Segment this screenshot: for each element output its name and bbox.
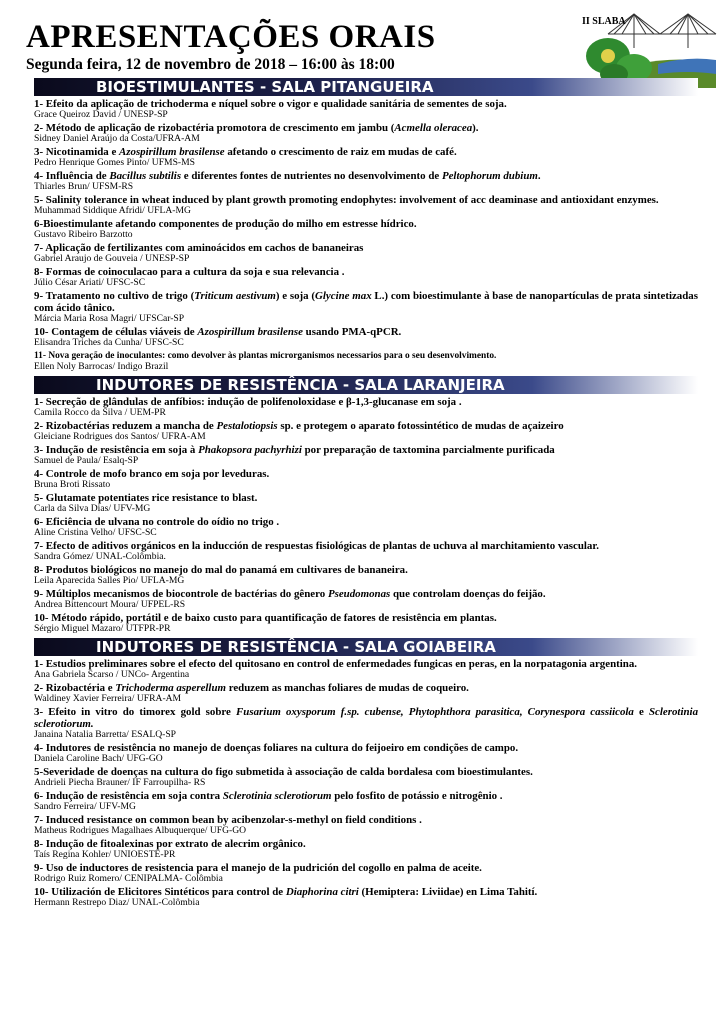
page-title: APRESENTAÇÕES ORAIS <box>26 19 436 55</box>
title-text: (Hemiptera: Liviidae) en Lima Tahití. <box>358 885 538 898</box>
presenter-name: Leila Aparecida Salles Pio/ UFLA-MG <box>34 574 185 586</box>
presentation-item <box>34 420 698 443</box>
species-name: Diaphorina citri <box>285 885 359 898</box>
title-text: 4- Controle de mofo branco em soja por leveduras. <box>34 467 270 480</box>
svg-text:II SLABA: II SLABA <box>582 16 626 27</box>
presentation-title <box>34 814 698 826</box>
species-name: Phakopsora pachyrhizi <box>198 443 302 456</box>
presentation-title <box>34 146 698 158</box>
presentation-item <box>34 396 698 419</box>
page-header <box>26 20 546 74</box>
title-text: 9- Uso de inductores de resistencia para el manejo de la pudrición del cogollo en palma de aceite. <box>34 861 482 874</box>
presentation-item <box>34 742 698 765</box>
presenter-name: Daniela Caroline Bach/ UFG-GO <box>34 752 163 764</box>
presentation-item <box>34 350 698 373</box>
presenter-name: Sandro Ferreira/ UFV-MG <box>34 800 136 812</box>
presenter-name: Muhammad Siddique Afridi/ UFLA-MG <box>34 204 191 216</box>
presenter-name: Júlio César Ariati/ UFSC-SC <box>34 276 146 288</box>
presenter-name: Gabriel Araujo de Gouveia / UNESP-SP <box>34 252 190 264</box>
title-text: 7- Efecto de aditivos orgánicos en la inducción de respuestas fisiológicas de plantas de uchuva al marchitamiento vascular. <box>34 539 599 552</box>
title-text: 11- Nova geração de inoculantes: como devolver às plantas microrganismos necessarios para o seu desenvolvimento. <box>34 350 497 361</box>
title-text: 7- Aplicação de fertilizantes com aminoácidos em cachos de bananeiras <box>34 241 364 254</box>
presentation-item <box>34 146 698 169</box>
species-name: Bacillus subtilis <box>109 169 182 182</box>
title-text: pelo fosfito de potássio e nitrogênio . <box>331 789 503 802</box>
title-text: 8- Formas de coinoculacao para a cultura da soja e sua relevancia . <box>34 265 345 278</box>
presentation-item <box>34 242 698 265</box>
title-text: por preparação de taxtomina parcialmente purificada <box>301 443 555 456</box>
title-text: sp. e protegem o aparato fotossintético de mudas de açaizeiro <box>277 419 564 432</box>
title-text: 3- Nicotinamida e <box>34 145 119 158</box>
title-text: 10- Utilización de Elicitores Sintéticos para control de <box>34 885 286 898</box>
presentation-title <box>34 468 698 480</box>
title-text: 5-Severidade de doenças na cultura do figo submetida à associação de calda bordalesa com bioestimulantes. <box>34 765 533 778</box>
presentation-item <box>34 218 698 241</box>
title-text: 3- Indução de resistência em soja à <box>34 443 199 456</box>
title-text: e <box>633 705 649 718</box>
presenter-name: Sérgio Miguel Mazaro/ UTFPR-PR <box>34 622 171 634</box>
presentation-item <box>34 682 698 705</box>
presenter-name: Elisandra Triches da Cunha/ UFSC-SC <box>34 336 184 348</box>
sessions-list <box>34 78 698 912</box>
presentation-title <box>34 706 698 730</box>
presentation-title <box>34 838 698 850</box>
species-name: Acmella oleracea <box>394 121 473 134</box>
species-name: Azospirillum brasilense <box>119 145 225 158</box>
title-text: 10- Contagem de células viáveis de <box>34 325 198 338</box>
species-name: Sclerotinia sclerotiorum <box>222 789 332 802</box>
title-text: 6-Bioestimulante afetando componentes de produção do milho em estresse hídrico. <box>34 217 417 230</box>
presentation-item <box>34 706 698 741</box>
session-3 <box>34 638 698 908</box>
presentation-title <box>34 290 698 314</box>
presentation-title <box>34 862 698 874</box>
presentation-item <box>34 266 698 289</box>
session-heading: BIOESTIMULANTES - SALA PITANGUEIRA <box>34 78 698 96</box>
title-text: 2- Método de aplicação de rizobactéria promotora de crescimento em jambu ( <box>34 121 395 134</box>
presentation-title <box>34 540 698 552</box>
presentation-item <box>34 540 698 563</box>
presentation-item <box>34 492 698 515</box>
session-1 <box>34 78 698 372</box>
species-name: Triticum aestivum <box>194 289 276 302</box>
presentation-title <box>34 420 698 432</box>
title-text: usando PMA-qPCR. <box>302 325 402 338</box>
presenter-name: Rodrigo Ruiz Romero/ CENIPALMA- Colômbia <box>34 872 223 884</box>
presentation-title <box>34 350 698 362</box>
presenter-name: Ellen Noly Barrocas/ Indigo Brazil <box>34 360 169 372</box>
title-text: 2- Rizobactérias reduzem a mancha de <box>34 419 217 432</box>
presentation-item <box>34 290 698 325</box>
presenter-name: Waldiney Xavier Ferreira/ UFRA-AM <box>34 692 182 704</box>
presentation-title <box>34 218 698 230</box>
title-text: 6- Eficiência de ulvana no controle do oídio no trigo . <box>34 515 280 528</box>
presentation-item <box>34 612 698 635</box>
presenter-name: Bruna Broti Rissato <box>34 478 111 490</box>
presentation-title <box>34 242 698 254</box>
title-text: 9- Tratamento no cultivo de trigo ( <box>34 289 195 302</box>
presentation-item <box>34 98 698 121</box>
title-text: 1- Secreção de glândulas de anfíbios: indução de polifenoloxidase e β-1,3-glucanase em soja . <box>34 395 462 408</box>
title-text: 5- Salinity tolerance in wheat induced by plant growth promoting endophytes: involvement of acc deaminase and antioxidant enzymes. <box>34 193 659 206</box>
presentation-item <box>34 194 698 217</box>
title-text: 9- Múltiplos mecanismos de biocontrole de bactérias do gênero <box>34 587 328 600</box>
presentation-title <box>34 266 698 278</box>
species-name: Azospirillum brasilense <box>197 325 303 338</box>
title-text: que controlam doenças do feijão. <box>390 587 546 600</box>
presentation-item <box>34 122 698 145</box>
title-text: ) e soja ( <box>275 289 316 302</box>
presentation-title <box>34 790 698 802</box>
presentation-item <box>34 588 698 611</box>
title-text: reduzem as manchas foliares de mudas de coqueiro. <box>225 681 469 694</box>
presentation-item <box>34 766 698 789</box>
presentation-title <box>34 122 698 134</box>
presenter-name: Samuel de Paula/ Esalq-SP <box>34 454 139 466</box>
presenter-name: Ana Gabriela Scarso / UNCo- Argentina <box>34 668 190 680</box>
title-text: . <box>537 169 541 182</box>
species-name: Trichoderma asperellum <box>115 681 226 694</box>
presenter-name: Sidney Daniel Araújo da Costa/UFRA-AM <box>34 132 200 144</box>
title-text: 4- Influência de <box>34 169 110 182</box>
presenter-name: Grace Queiroz David / UNESP-SP <box>34 108 168 120</box>
presentation-item <box>34 790 698 813</box>
title-text: 8- Indução de fitoalexinas por extrato de alecrim orgânico. <box>34 837 306 850</box>
presentation-title <box>34 396 698 408</box>
presenter-name: Gleiciane Rodrigues dos Santos/ UFRA-AM <box>34 430 206 442</box>
presentation-item <box>34 838 698 861</box>
title-text: e diferentes fontes de nutrientes no desenvolvimento de <box>181 169 442 182</box>
title-text: 2- Rizobactéria e <box>34 681 116 694</box>
presenter-name: Pedro Henrique Gomes Pinto/ UFMS-MS <box>34 156 195 168</box>
presenter-name: Sandra Gómez/ UNAL-Colômbia. <box>34 550 166 562</box>
presentation-title <box>34 658 698 670</box>
session-2 <box>34 376 698 634</box>
presentation-item <box>34 444 698 467</box>
presentation-title <box>34 742 698 754</box>
title-text: 8- Produtos biológicos no manejo do mal do panamá em cultivares de bananeira. <box>34 563 408 576</box>
presentation-title <box>34 194 698 206</box>
species-name: Peltophorum dubium <box>441 169 538 182</box>
title-text: 7- Induced resistance on common bean by acibenzolar-s-methyl on field conditions . <box>34 813 422 826</box>
presentation-title <box>34 564 698 576</box>
presentation-item <box>34 658 698 681</box>
species-name: Glycine max <box>315 289 372 302</box>
presenter-name: Andrea Bittencourt Moura/ UFPEL-RS <box>34 598 186 610</box>
presentation-item <box>34 516 698 539</box>
presenter-name: Andrieli Piecha Brauner/ IF Farroupilha- RS <box>34 776 206 788</box>
presentation-item <box>34 814 698 837</box>
presentation-title <box>34 326 698 338</box>
presentation-item <box>34 886 698 909</box>
title-text: 1- Efeito da aplicação de trichoderma e níquel sobre o vigor e qualidade sanitária de sementes de soja. <box>34 97 507 110</box>
presentation-title <box>34 766 698 778</box>
presentation-item <box>34 862 698 885</box>
species-name: Sclerotinia sclerotiorum. <box>34 705 699 730</box>
page-subtitle: Segunda feira, 12 de novembro de 2018 – 16:00 às 18:00 <box>26 56 395 73</box>
presentation-title <box>34 612 698 624</box>
presentation-title <box>34 170 698 182</box>
presenter-name: Thiarles Brun/ UFSM-RS <box>34 180 134 192</box>
presentation-title <box>34 588 698 600</box>
title-text: 6- Indução de resistência em soja contra <box>34 789 223 802</box>
session-heading: INDUTORES DE RESISTÊNCIA - SALA GOIABEIRA <box>34 638 698 656</box>
presenter-name: Taís Regina Kohler/ UNIOESTE-PR <box>34 848 176 860</box>
species-name: Pseudomonas <box>327 587 391 600</box>
slaba-logo <box>538 4 718 88</box>
species-name: Fusarium oxysporum f.sp. cubense, Phytophthora parasitica, Corynespora cassiicola <box>236 705 634 718</box>
title-text: afetando o crescimento de raiz em mudas de café. <box>224 145 457 158</box>
presentation-title <box>34 98 698 110</box>
title-text: 10- Método rápido, portátil e de baixo custo para quantificação de fatores de resistência em plantas. <box>34 611 497 624</box>
presentation-title <box>34 492 698 504</box>
title-text: ). <box>472 121 479 134</box>
presenter-name: Matheus Rodrigues Magalhaes Albuquerque/ UFG-GO <box>34 824 247 836</box>
presentation-title <box>34 682 698 694</box>
session-heading: INDUTORES DE RESISTÊNCIA - SALA LARANJEIRA <box>34 376 698 394</box>
presentation-item <box>34 326 698 349</box>
presenter-name: Aline Cristina Velho/ UFSC-SC <box>34 526 157 538</box>
species-name: Pestalotiopsis <box>216 419 278 432</box>
presenter-name: Carla da Silva Dias/ UFV-MG <box>34 502 151 514</box>
presenter-name: Gustavo Ribeiro Barzotto <box>34 228 133 240</box>
presenter-name: Camila Rocco da Silva / UEM-PR <box>34 406 166 418</box>
presentation-title <box>34 444 698 456</box>
presentation-item <box>34 170 698 193</box>
title-text: 5- Glutamate potentiates rice resistance to blast. <box>34 491 258 504</box>
presenter-name: Janaina Natalia Barretta/ ESALQ-SP <box>34 728 176 740</box>
presentation-item <box>34 468 698 491</box>
presenter-name: Hermann Restrepo Diaz/ UNAL-Colômbia <box>34 896 200 908</box>
presentation-title <box>34 516 698 528</box>
presenter-name: Márcia Maria Rosa Magri/ UFSCar-SP <box>34 312 185 324</box>
presentation-title <box>34 886 698 898</box>
title-text: 4- Indutores de resistência no manejo de doenças foliares na cultura do feijoeiro em condições de campo. <box>34 741 519 754</box>
title-text: 1- Estudios preliminares sobre el efecto del quitosano en control de enfermedades fungicas en peras, en la norpatagonia argentina. <box>34 657 638 670</box>
title-text: L.) com bioestimulante à base de nanopartículas de prata sintetizadas com ácido tânico. <box>34 289 698 314</box>
title-text: 3- Efeito in vitro do timorex gold sobre <box>34 705 237 718</box>
presentation-item <box>34 564 698 587</box>
